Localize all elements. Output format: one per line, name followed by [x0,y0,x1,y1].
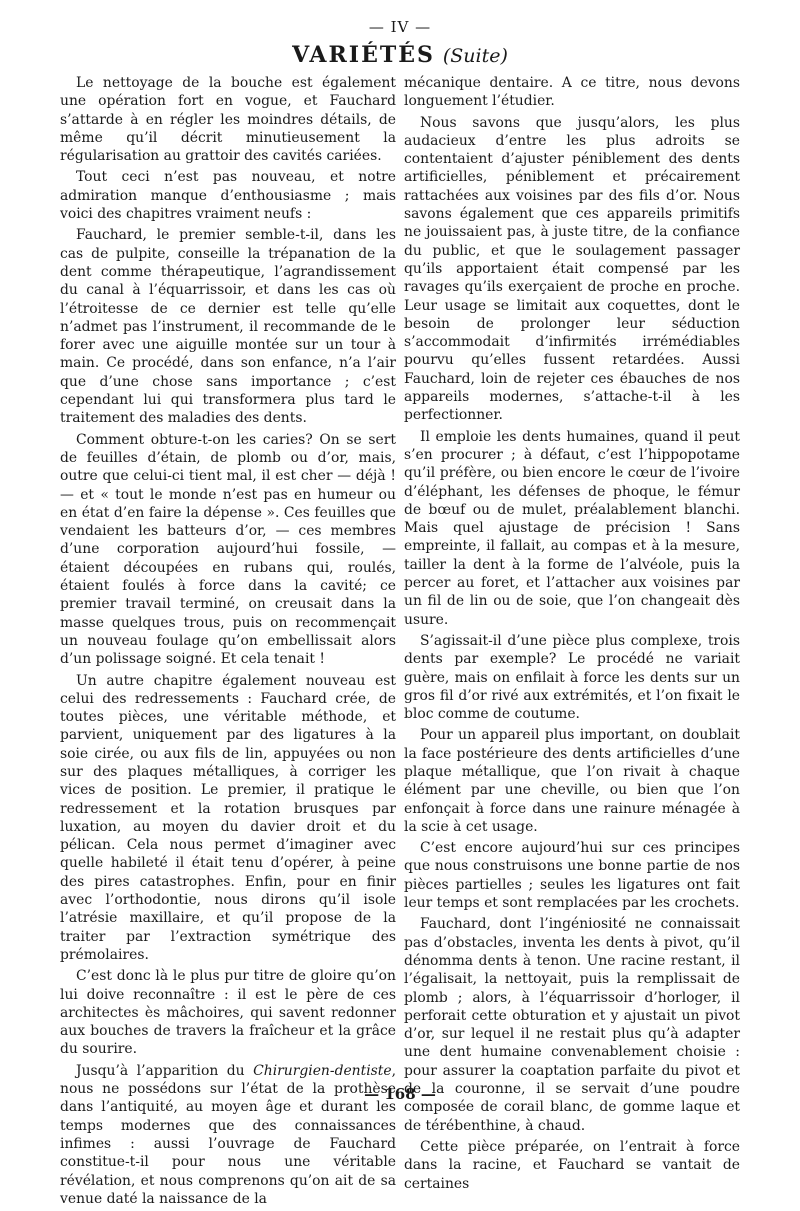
title-text: VARIÉTÉS [292,42,435,68]
section-number: — IV — [368,18,432,36]
paragraph: Fauchard, dont l’ingéniosité ne connaissait pas d’obstacles, inventa les dents à pivot, qu’il dénomma dents à tenon. Une racine restant, il l’égalisait, la nettoyait, puis la remplissait de plomb ; alors, à l’équarrissoir d’horloger, il perforait cette obturation et y ajustait un pivot d’or, sur lequel il ne restait plus qu’à adapter une dent humaine convenablement choisie : pour assurer la coaptation parfaite du pivot et de la couronne, il se servait d’une poudre composée de corail blanc, de gomme laque et de térébenthine, à chaud. [404,916,740,1134]
page-number: — 168 — [364,1085,436,1103]
page-title [0,42,800,68]
paragraph: Il emploie les dents humaines, quand il peut s’en procurer ; à défaut, c’est l’hippopotame qu’il préfère, ou bien encore le cœur de l’ivoire d’éléphant, les défenses de phoque, le fémur de bœuf ou de mulet, préalablement blanchi. Mais quel ajustage de précision ! Sans empreinte, il fallait, au compas et à la mesure, tailler la dent à la forme de l’alvéole, puis la percer au foret, et l’attacher aux voisines par un fil de lin ou de soie, que l’on changeait dès usure. [404,428,740,628]
paragraph: Un autre chapitre également nouveau est celui des redressements : Fauchard crée, de toutes pièces, une véritable méthode, et parvient, uniquement par des ligatures à la soie cirée, ou aux fils de lin, appuyées ou non sur des plaques métalliques, à corriger les vices de position. Le premier, il pratique le redressement et la rotation brusques par luxation, au moyen du davier droit et du pélican. Cela nous permet d’imaginer avec quelle habileté il était tenu d’opérer, à peine des pires catastrophes. Enfin, pour en finir avec l’orthodontie, nous dirons qu’il isole l’atrésie maxillaire, et qu’il propose de la traiter par l’extraction symétrique des prémolaires. [60,672,396,963]
book-title: Chirurgien-dentiste [253,1062,392,1079]
right-column [404,74,740,1196]
title-subtitle: (Suite) [442,45,508,67]
paragraph-text: , nous ne possédons sur l’état de la prothèse dans l’antiquité, au moyen âge et durant les temps modernes que des connaissances infimes : aussi l’ouvrage de Fauchard constitue-t-il pour nous une véritable révélation, et nous comprenons qu’on ait de sa venue daté la naissance de la [60,1062,396,1207]
paragraph-text: Jusqu’à l’apparition du [76,1062,254,1079]
paragraph: S’agissait-il d’une pièce plus complexe, trois dents par exemple? Le procédé ne variait guère, mais on enfilait à force les dents sur un gros fil d’or rivé aux extrémités, et l’on fixait le bloc comme de coutume. [404,632,740,723]
paragraph: Nous savons que jusqu’alors, les plus audacieux d’entre les plus adroits se contentaient d’ajuster péniblement des dents artificielles, péniblement et précairement rattachées aux voisines par des fils d’or. Nous savons également que ces appareils primitifs ne jouissaient pas, à juste titre, de la confiance du public, et que le soulagement passager qu’ils apportaient était compensé par les ravages qu’ils exerçaient de proche en proche. Leur usage se limitait aux coquettes, dont le besoin de prolonger leur séduction s’accommodait d’infirmités irrémédiables pourvu qu’elles fussent retardées. Aussi Fauchard, loin de rejeter ces ébauches de nos appareils modernes, s’attache-t-il à les perfectionner. [404,114,740,424]
paragraph: Tout ceci n’est pas nouveau, et notre admiration manque d’enthousiasme ; mais voici des chapitres vraiment neufs : [60,169,396,223]
paragraph: Fauchard, le premier semble-t-il, dans les cas de pulpite, conseille la trépanation de la dent comme thérapeutique, l’agrandissement du canal à l’équarrissoir, et dans les cas où l’étroitesse de ce dernier est telle qu’elle n’admet pas l’instrument, il recommande de le forer avec une aiguille montée sur un tour à main. Ce procédé, dans son enfance, n’a l’air que d’une chose sans importance ; c’est cependant lui qui transformera plus tard le traitement des maladies des dents. [60,227,396,427]
paragraph: C’est encore aujourd’hui sur ces principes que nous construisons une bonne partie de nos pièces partielles ; seules les ligatures ont fait leur temps et sont remplacées par les crochets. [404,840,740,912]
paragraph: Pour un appareil plus important, on doublait la face postérieure des dents artificielles d’une plaque métallique, que l’on rivait à chaque élément par une cheville, ou bien que l’on enfonçait à force dans une rainure ménagée à la scie à cet usage. [404,727,740,835]
paragraph-continuation: mécanique dentaire. A ce titre, nous devons longuement l’étudier. [404,75,740,110]
paragraph [60,1062,396,1208]
paragraph: Cette pièce préparée, on l’entrait à force dans la racine, et Fauchard se vantait de certaines [404,1138,740,1192]
paragraph: Le nettoyage de la bouche est également une opération fort en vogue, et Fauchard s’attarde à en régler les moindres détails, de même qu’il décrit minutieusement la régularisation au grattoir des cavités cariées. [60,75,396,165]
left-column [60,74,396,1211]
paragraph: C’est donc là le plus pur titre de gloire qu’on lui doive reconnaître : il est le père de ces architectes ès mâchoires, qui savent redonner aux bouches de travers la fraîcheur et la grâce du sourire. [60,968,396,1058]
paragraph: Comment obture-t-on les caries? On se sert de feuilles d’étain, de plomb ou d’or, mais, outre que celui-ci tient mal, il est cher — déjà ! — et « tout le monde n’est pas en humeur ou en état d’en faire la dépense ». Ces feuilles que vendaient les batteurs d’or, — ces membres d’une corporation aujourd’hui fossile, — étaient découpées en rubans qui, roulés, étaient foulés à force dans la cavité; ce premier travail terminé, on creusait dans la masse quelques trous, puis on recommençait un nouveau foulage qu’on embellissait alors d’un polissage soigné. Et cela tenait ! [60,431,396,668]
